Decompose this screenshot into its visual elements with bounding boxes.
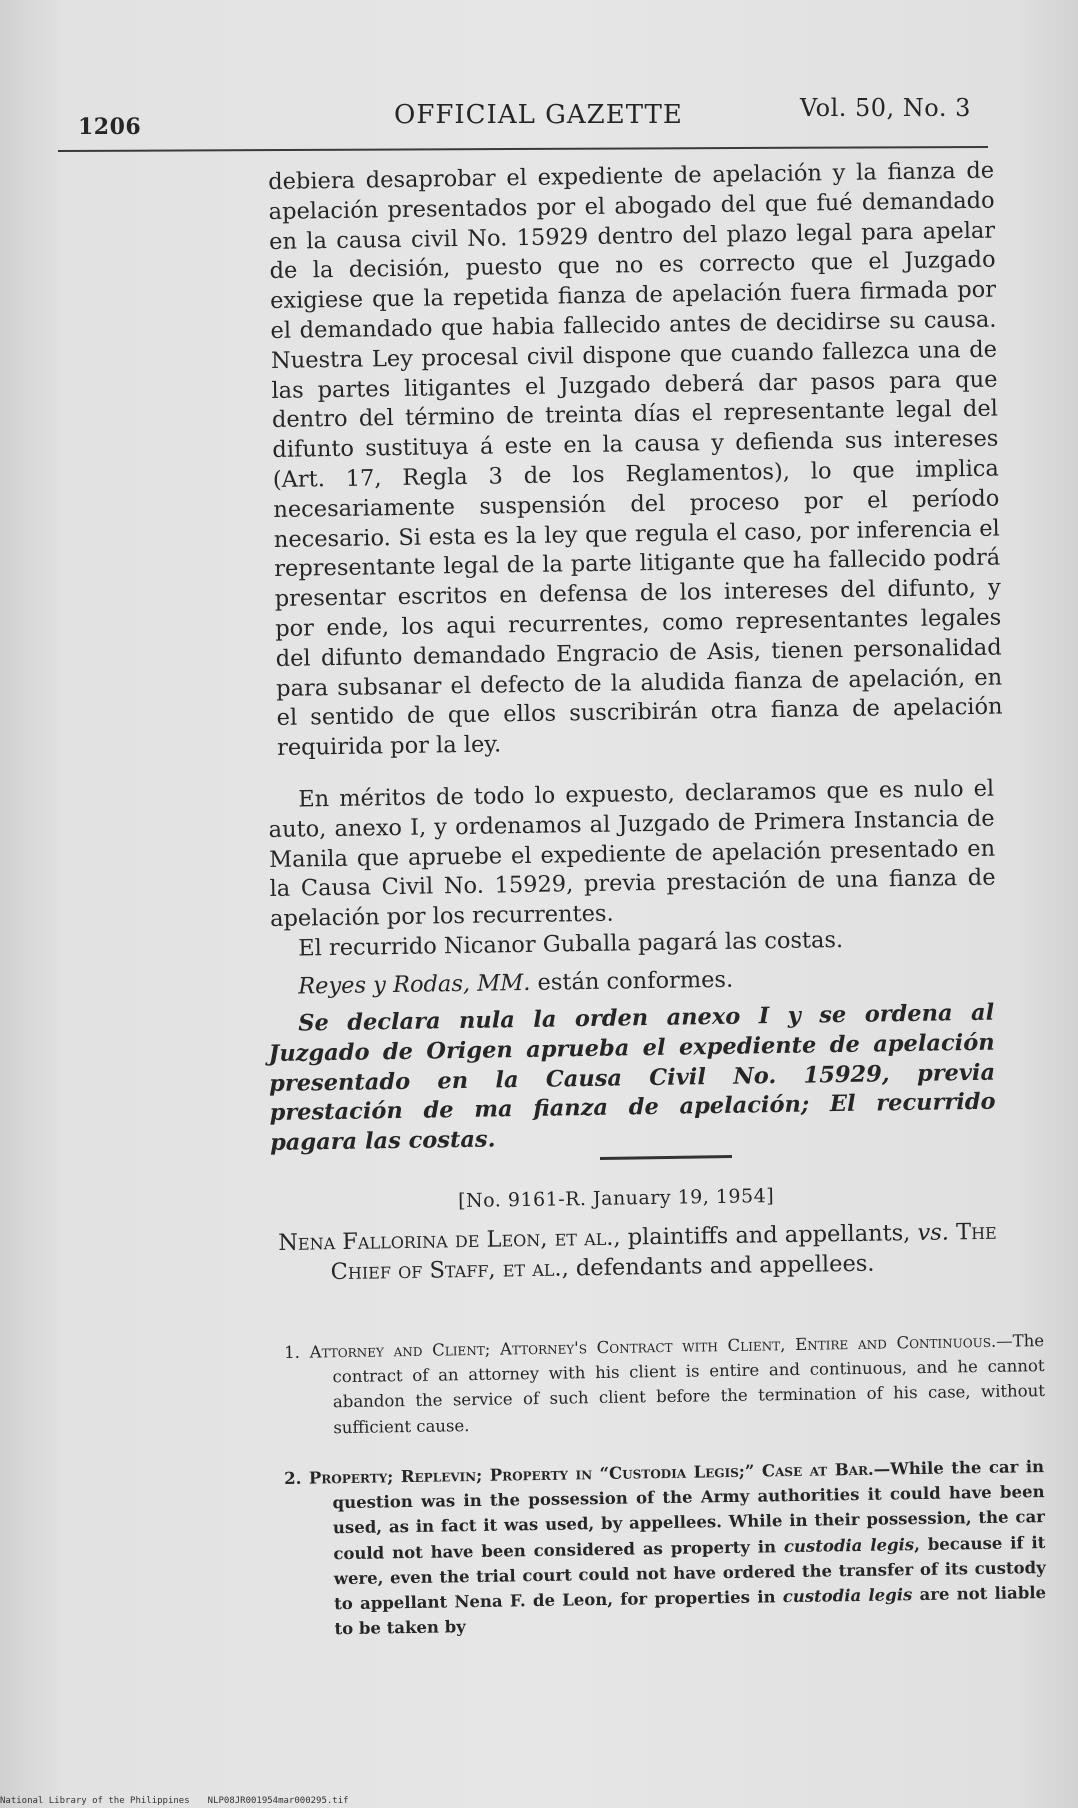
section-divider [600,1155,732,1160]
syllabus-item [284,1454,1047,1642]
syllabus-text: are not liable to be taken by [334,1583,1047,1639]
case-caption [278,1216,1049,1288]
page-number: 1206 [78,114,142,140]
library-credit: National Library of the Philippines [0,1796,190,1806]
volume-number: Vol. 50, No. 3 [800,94,971,122]
publication-title: OFFICIAL GAZETTE [394,100,683,130]
paragraph-costs: El recurrido Nicanor Guballa pagará las costas. [298,926,844,962]
concurrence-text: están conformes. [530,966,734,996]
syllabus-item [284,1328,1045,1441]
paragraph-concurrence [268,962,994,1003]
plaintiff-name: Nena Fallorina de Leon, et al. [278,1224,614,1256]
defendant-role: , defendants and appellees. [561,1250,875,1282]
syllabus-italic: custodia legis [783,1534,915,1556]
syllabus-italic: custodia legis [782,1585,913,1607]
versus: vs. [917,1219,950,1246]
syllabus-text: —While the car in question was in the possession of the Army authorities it could have been used, as in fact it was used, by appellees. While in their possession, the car could not have been considered as property in [332,1457,1046,1563]
syllabus-text: —The contract of an attorney with his client is entire and continuous, and he cannot abandon the service of such client before the termination of his case, without sufficient cause. [332,1331,1046,1437]
scan-filename: NLP08JR001954mar000295.tif [207,1796,349,1806]
paragraph-summary: Se declara nula la orden anexo I y se ordena al Juzgado de Origen aprueba el expediente de apelación presentado en la Causa Civil No. 15929, previa prestación de ma fianza de apelación; El recurrido pagara las costas. [268,999,996,1157]
syllabus-number: 1. [284,1342,301,1362]
syllabus-heading: Property; Replevin; Property in “Custodia Legis;” Case at Bar. [308,1459,874,1488]
docket-line: [No. 9161-R. January 19, 1954] [458,1185,775,1212]
syllabus-text: , because if it were, even the trial court could not have ordered the transfer of its custody to appellant Nena F. de Leon, for properties in [333,1532,1046,1614]
judges-names: Reyes y Rodas, MM. [298,969,531,1000]
syllabus-heading: Attorney and Client; Attorney's Contract with Client, Entire and Continuous. [309,1331,997,1362]
paragraph-ruling: En méritos de todo lo expuesto, declaramos que es nulo el auto, anexo I, y ordenamos al Juzgado de Primera Instancia de Manila que apruebe el expediente de apelación presentado en la Causa Civil No. 15929, previa prestación de una fianza de apelación por los recurrentes. [268,775,996,933]
defendant-name: The Chief of Staff, et al. [330,1218,997,1286]
plaintiff-role: , plaintiffs and appellants, [613,1220,911,1251]
header-rule [58,146,988,152]
scan-footer [0,1796,367,1806]
paragraph-continuation: debiera desaprobar el expediente de apelación y la fianza de apelación presentados por el abogado del que fué demandado en la causa civil No. 15929 dentro del plazo legal para apelar de la decisión, puesto que no es correcto que el Juzgado exigiese que la repetida fianza de apelación fuera firmada por el demandado que habia fallecido antes de decidirse su causa. Nuestra Ley procesal civil dispone que cuando fallezca una de las partes litigantes el Juzgado deberá dar pasos para que dentro del término de treinta días el representante legal del difunto sustituya á este en la causa y defienda sus intereses (Art. 17, Regla 3 de los Reglamentos), lo que implica necesariamente suspensión del proceso por el período necesario. Si esta es la ley que regula el caso, por inferencia el representante legal de la parte litigante que ha fallecido podrá presentar escritos en defensa de los intereses del difunto, y por ende, los aqui recurrentes, como representantes legales del difunto demandado Engracio de Asis, tienen personalidad para subsanar el defecto de la aludida fianza de apelación, en el sentido de que ellos suscribirán otra fianza de apelación requirida por la ley. [268,157,1003,762]
syllabus-number: 2. [284,1468,302,1488]
